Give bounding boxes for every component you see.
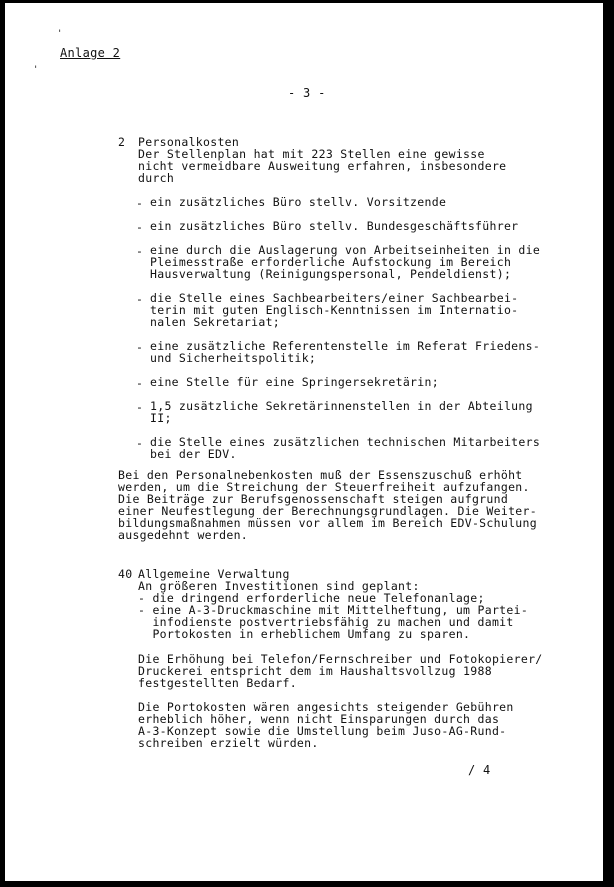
scan-border-bottom [0, 881, 614, 887]
list-item-text: eine Stelle für eine Springersekretärin; [150, 375, 439, 389]
list-item-text: die Stelle eines zusätzlichen technischen Mitarbeiters bei der EDV. [150, 435, 541, 461]
closing-paragraph: Bei den Personalnebenkosten muß der Essenszuschuß erhöht werden, um die Streichung der Steuerfreiheit aufzufangen. Die Beiträge zur Berufsgenossenschaft steigen aufgrund einer Neufestlegung der Berechnungsgrundlagen. Die Weiter- bildungsmaßnahmen müssen vor allem im Bereich EDV-Schulung ausgedehnt werden. [118, 468, 537, 542]
section-number: 40 [118, 567, 133, 581]
bullet-dash: - [136, 340, 144, 354]
section-intro: Der Stellenplan hat mit 223 Stellen eine gewisse nicht vermeidbare Ausweitung erfahren, insbesondere durch [138, 147, 507, 185]
list-item-text: die Stelle eines Sachbearbeiters/einer Sachbearbei- terin mit guten Englisch-Kenntnissen im Internatio- nalen Sekretariat; [150, 291, 519, 329]
list-item-text: eine zusätzliche Referentenstelle im Referat Friedens- und Sicherheitspolitik; [150, 339, 541, 365]
margin-mark: ' [33, 65, 39, 75]
bullet-dash: - [136, 220, 144, 234]
paragraph: Die Portokosten wären angesichts steigender Gebühren erheblich höher, wenn nicht Einsparungen durch das A-3-Konzept sowie die Umstellung beim Juso-AG-Rund- schreiben erzielt würden. [138, 700, 514, 750]
document-page [5, 3, 603, 881]
bullet-dash: - [136, 292, 144, 306]
list-item-text: ein zusätzliches Büro stellv. Bundesgeschäftsführer [150, 219, 519, 233]
bullet-dash: - [136, 400, 144, 414]
attachment-label: Anlage 2 [60, 46, 121, 60]
section-number: 2 [118, 135, 126, 149]
bullet-dash: - [136, 244, 144, 258]
continuation-marker: / 4 [468, 763, 491, 777]
bullet-dash: - [136, 196, 144, 210]
list-item-text: eine durch die Auslagerung von Arbeitseinheiten in die Pleimesstraße erforderliche Aufstockung im Bereich Hausverwaltung (Reinigungspersonal, Pendeldienst); [150, 243, 541, 281]
list-item: - eine A-3-Druckmaschine mit Mittelheftung, um Partei- infodienste postvertriebsfähig zu machen und damit Portokosten in erheblichem Umfang zu sparen. [138, 603, 529, 641]
section-intro: An größeren Investitionen sind geplant: [138, 579, 420, 593]
section-title: Personalkosten [138, 135, 240, 149]
section-title: Allgemeine Verwaltung [138, 567, 290, 581]
list-item-text: ein zusätzliches Büro stellv. Vorsitzende [150, 195, 447, 209]
bullet-dash: - [136, 376, 144, 390]
page-number: - 3 - [288, 86, 326, 100]
paragraph: Die Erhöhung bei Telefon/Fernschreiber und Fotokopierer/ Druckerei entspricht dem im Haushaltsvollzug 1988 festgestellten Bedarf. [138, 652, 543, 690]
scan-border-right [603, 0, 614, 887]
bullet-dash: - [136, 436, 144, 450]
list-item: - die dringend erforderliche neue Telefonanlage; [138, 591, 485, 605]
list-item-text: 1,5 zusätzliche Sekretärinnenstellen in der Abteilung II; [150, 399, 533, 425]
margin-mark: ' [57, 29, 63, 39]
